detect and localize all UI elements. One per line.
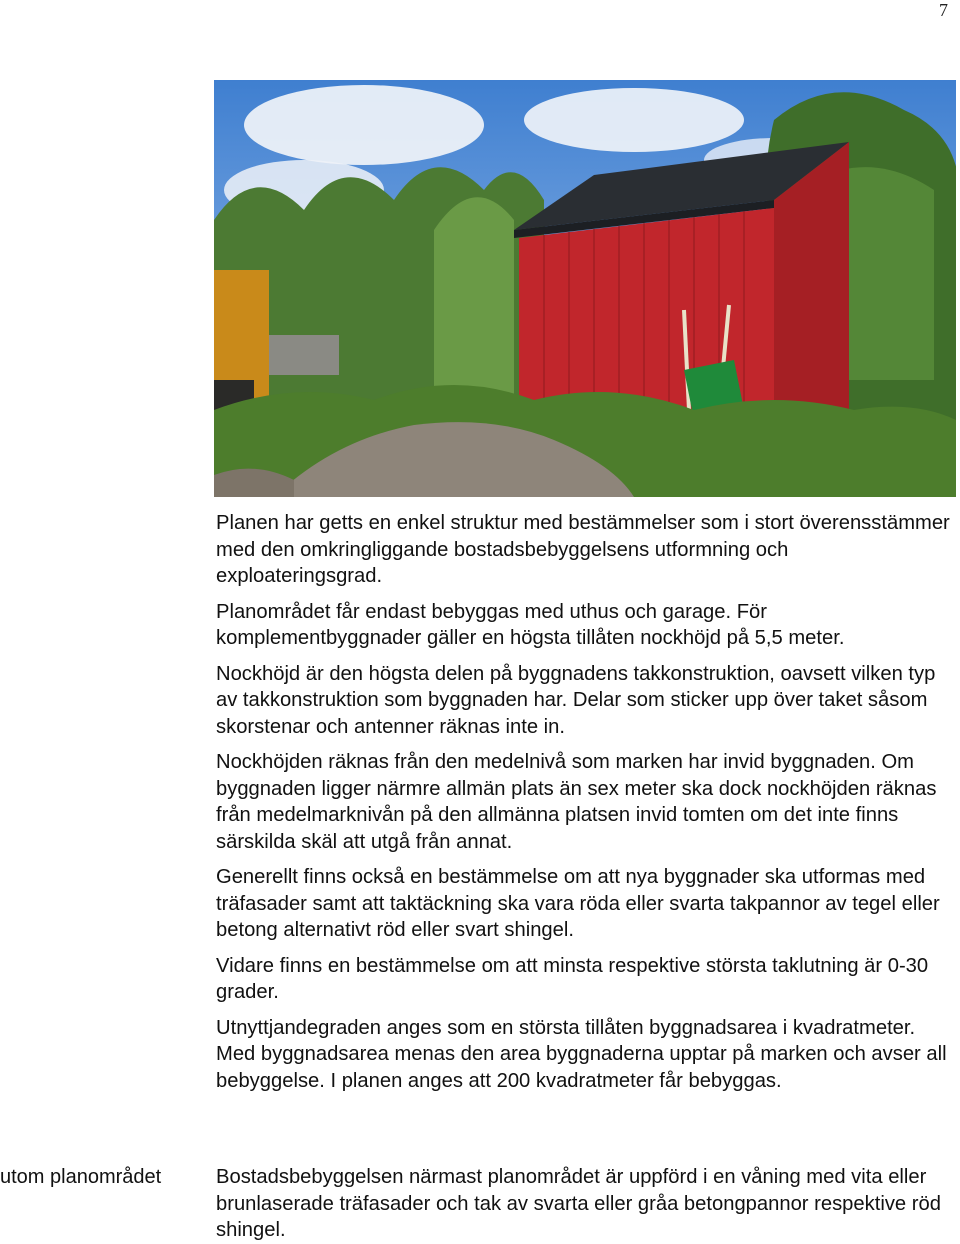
side-heading: utom planområdet	[0, 1166, 162, 1188]
paragraph-ridge-height-measurement: Nockhöjden räknas från den medelnivå som marken har invid byggnaden. Om byggnaden ligger närmre allmän plats än sex meter ska dock nockhöjden räknas från medelmarknivån på den allmänna platsen invid tomten om det inte finns särskilda skäl att utgå från annat.	[216, 751, 937, 853]
side-section	[216, 1164, 951, 1244]
paragraph-roof-slope: Vidare finns en bestämmelse om att minsta respektive största taklutning är 0-30 grader.	[216, 954, 929, 1003]
red-shed-photo	[214, 80, 956, 497]
paragraph-ridge-height-definition: Nockhöjd är den högsta delen på byggnadens takkonstruktion, oavsett vilken typ av takkonstruktion som byggnaden har. Delar som sticker upp över taket såsom skorstenar och antenner räknas inte in.	[216, 662, 936, 738]
main-text	[216, 510, 951, 1103]
paragraph-building-area: Utnyttjandegraden anges som en största tillåten byggnadsarea i kvadratmeter. Med byggnadsarea menas den area byggnaderna upptar på marken och avser all bebyggelse. I planen anges att 200 kvadratmeter får bebyggas.	[216, 1016, 947, 1092]
paragraph-surrounding-buildings: Bostadsbebyggelsen närmast planområdet är uppförd i en våning med vita eller brunlaserade träfasader och tak av svarta eller gråa betongpannor respektive röd shingel.	[216, 1166, 941, 1241]
paragraph-building-use: Planområdet får endast bebyggas med uthus och garage. För komplementbyggnader gäller en högsta tillåten nockhöjd på 5,5 meter.	[216, 600, 845, 649]
photo-illustration	[214, 80, 956, 497]
page-number: 7	[939, 0, 948, 20]
paragraph-facade-roof: Generellt finns också en bestämmelse om att nya byggnader ska utformas med träfasader samt att taktäckning ska vara röda eller svarta takpannor av tegel eller betong alternativt röd eller svart shingel.	[216, 866, 940, 941]
paragraph-structure: Planen har getts en enkel struktur med bestämmelser som i stort överensstämmer med den omkringliggande bostadsbebyggelsens utformning och exploateringsgrad.	[216, 512, 950, 587]
